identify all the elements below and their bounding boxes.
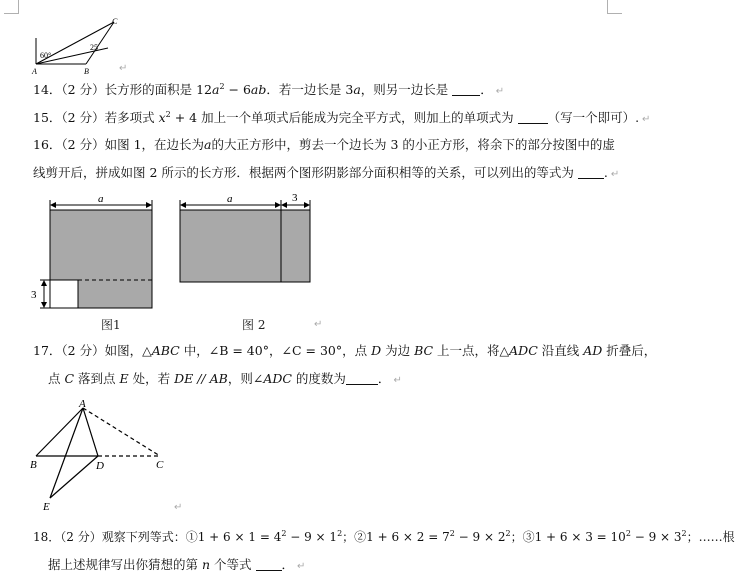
q17-text9: 点 [48, 371, 65, 386]
return-mark: ↵ [119, 63, 128, 74]
q17-point-e: E [119, 371, 129, 386]
q18-text2: 据上述规律写出你猜想的第 [48, 557, 202, 572]
top-fig-label-C: C [112, 17, 118, 26]
fig2-rect-left [180, 210, 281, 282]
q18-eq3: ；③1 + 6 × 3 = 10 [510, 530, 626, 544]
question-16-line2 [33, 165, 619, 183]
q18-score: （2 分） [60, 530, 102, 544]
fig2-rect-right [281, 210, 310, 282]
question-18-line2 [48, 557, 305, 575]
q17-text12: ，则 [227, 371, 253, 386]
figure-2 [172, 192, 317, 288]
page-corner-left [4, 0, 19, 14]
q18-number: 18． [33, 530, 61, 544]
q15-score: （2 分） [61, 110, 105, 125]
q18-exp2: 2 [449, 529, 455, 538]
q18-minus3: − 9 × 3 [630, 530, 682, 544]
q15-var-x: x [158, 110, 166, 125]
top-fig-label-B: B [84, 67, 89, 76]
q15-exp: 2 [165, 110, 171, 119]
q14-var-ab: ab [250, 82, 267, 97]
top-fig-angle-25: 25 [90, 43, 98, 52]
q14-text2: ．若一边长是 3 [266, 82, 354, 97]
q15-text2: + 4 加上一个单项式后能成为完全平方式，则加上的单项式为 [170, 110, 518, 125]
q17-text5: 为边 [381, 343, 415, 358]
q14-text: 长方形的面积是 12 [104, 82, 212, 97]
q17-text14: ． [377, 371, 391, 386]
fig2-label-a: a [227, 193, 233, 205]
return-mark: ↵ [495, 86, 505, 97]
return-mark: ↵ [314, 319, 323, 330]
q15-text3: （写一个即可）. [547, 110, 640, 125]
fig17-label-A: A [79, 398, 86, 410]
q16-text3: 线剪开后，拼成如图 2 所示的长方形．根据两个图形阴影部分面积相等的关系，可以列出的等式为 [33, 165, 578, 180]
q17-triangle-abc: △ABC [142, 343, 180, 358]
q17-text3: ， [268, 343, 282, 358]
q17-text7: 沿直线 [537, 343, 584, 358]
q17-point-d: D [371, 343, 382, 358]
fig17-label-E: E [43, 501, 50, 513]
fig17-label-D: D [96, 460, 104, 472]
top-fig-label-A: A [32, 67, 37, 76]
q17-angle-c: ∠C = 30° [281, 343, 343, 358]
q14-text3: ，则另一边长是 [360, 82, 453, 97]
question-14 [33, 82, 504, 100]
fig17-label-C: C [156, 459, 164, 471]
q18-exp3b: 2 [681, 529, 687, 538]
q15-text: 若多项式 [104, 110, 159, 125]
q16-number: 16． [33, 137, 62, 152]
q14-minus: − 6 [224, 82, 251, 97]
q18-text3: 个等式 [210, 557, 256, 572]
q16-answer-blank[interactable] [578, 166, 604, 179]
q14-var-a2: a [353, 82, 361, 97]
top-triangle-figure [28, 14, 128, 76]
q17-segment-bc: BC [414, 343, 434, 358]
question-15 [33, 110, 650, 128]
q18-minus2: − 9 × 2 [454, 530, 506, 544]
q16-text: 如图 1，在边长为 [104, 137, 205, 152]
q18-minus1: − 9 × 1 [286, 530, 338, 544]
q14-score: （2 分） [61, 82, 105, 97]
q14-exp: 2 [219, 82, 225, 91]
q14-var-a: a [211, 82, 220, 97]
q16-text4: . [603, 165, 608, 180]
q14-number: 14． [33, 82, 62, 97]
q17-answer-blank[interactable] [346, 372, 378, 385]
q17-angle-adc: ∠ADC [252, 371, 292, 386]
q18-exp1b: 2 [337, 529, 343, 538]
q18-eq2: ；②1 + 6 × 2 = 7 [342, 530, 450, 544]
question-16-line1 [33, 137, 615, 153]
figure-1 [28, 192, 160, 314]
q18-text-tail: ；……根 [686, 530, 735, 544]
question-17-line2 [48, 371, 402, 389]
q17-line-ad: AD [583, 343, 603, 358]
q17-text8: 折叠后， [602, 343, 657, 358]
return-mark: ↵ [610, 169, 620, 180]
question-18-line1 [33, 529, 735, 545]
fig1-caption: 图1 [101, 318, 121, 332]
question-17-line1 [33, 343, 656, 359]
fig1-label-a: a [98, 193, 104, 205]
q18-var-n: n [201, 557, 211, 572]
figure-17 [28, 398, 178, 513]
return-mark: ↵ [297, 561, 306, 572]
return-mark: ↵ [642, 114, 651, 125]
q16-score: （2 分） [61, 137, 105, 152]
q17-angle-b: ∠B = 40° [208, 343, 269, 358]
q17-score: （2 分） [61, 343, 105, 358]
return-mark: ↵ [174, 502, 183, 513]
top-fig-angle-60: 60° [40, 51, 52, 60]
q17-number: 17． [33, 343, 62, 358]
fig2-caption: 图 2 [242, 318, 266, 332]
q16-var-a: a [204, 137, 212, 152]
q18-text4: ． [281, 557, 295, 572]
q15-answer-blank[interactable] [518, 111, 548, 124]
q18-answer-blank[interactable] [256, 558, 282, 571]
page-corner-right [607, 0, 622, 14]
q17-text10: 落到点 [74, 371, 120, 386]
return-mark: ↵ [393, 375, 402, 386]
fig1-cut-square [50, 280, 78, 308]
q17-point-c: C [64, 371, 75, 386]
q16-text2: 的大正方形中，剪去一个边长为 3 的小正方形，将余下的部分按图中的虚 [211, 137, 615, 152]
q17-text4: ，点 [342, 343, 372, 358]
fig2-label-3: 3 [292, 192, 298, 204]
fig1-label-3: 3 [31, 289, 37, 301]
q14-text4: ． [480, 82, 493, 97]
q14-answer-blank[interactable] [452, 83, 480, 96]
fig17-label-B: B [30, 459, 37, 471]
q17-text13: 的度数为 [291, 371, 346, 386]
q18-exp3: 2 [625, 529, 631, 538]
q18-exp1: 2 [281, 529, 287, 538]
q18-exp2b: 2 [505, 529, 511, 538]
q17-text6: 上一点，将 [433, 343, 500, 358]
q17-text2: 中， [179, 343, 209, 358]
q15-number: 15． [33, 110, 62, 125]
q17-text11: 处，若 [128, 371, 175, 386]
q17-parallel: DE // AB [174, 371, 228, 386]
q17-triangle-adc: △ADC [499, 343, 538, 358]
q17-text: 如图， [104, 343, 143, 358]
q18-text: 观察下列等式：①1 + 6 × 1 = 4 [101, 530, 282, 544]
